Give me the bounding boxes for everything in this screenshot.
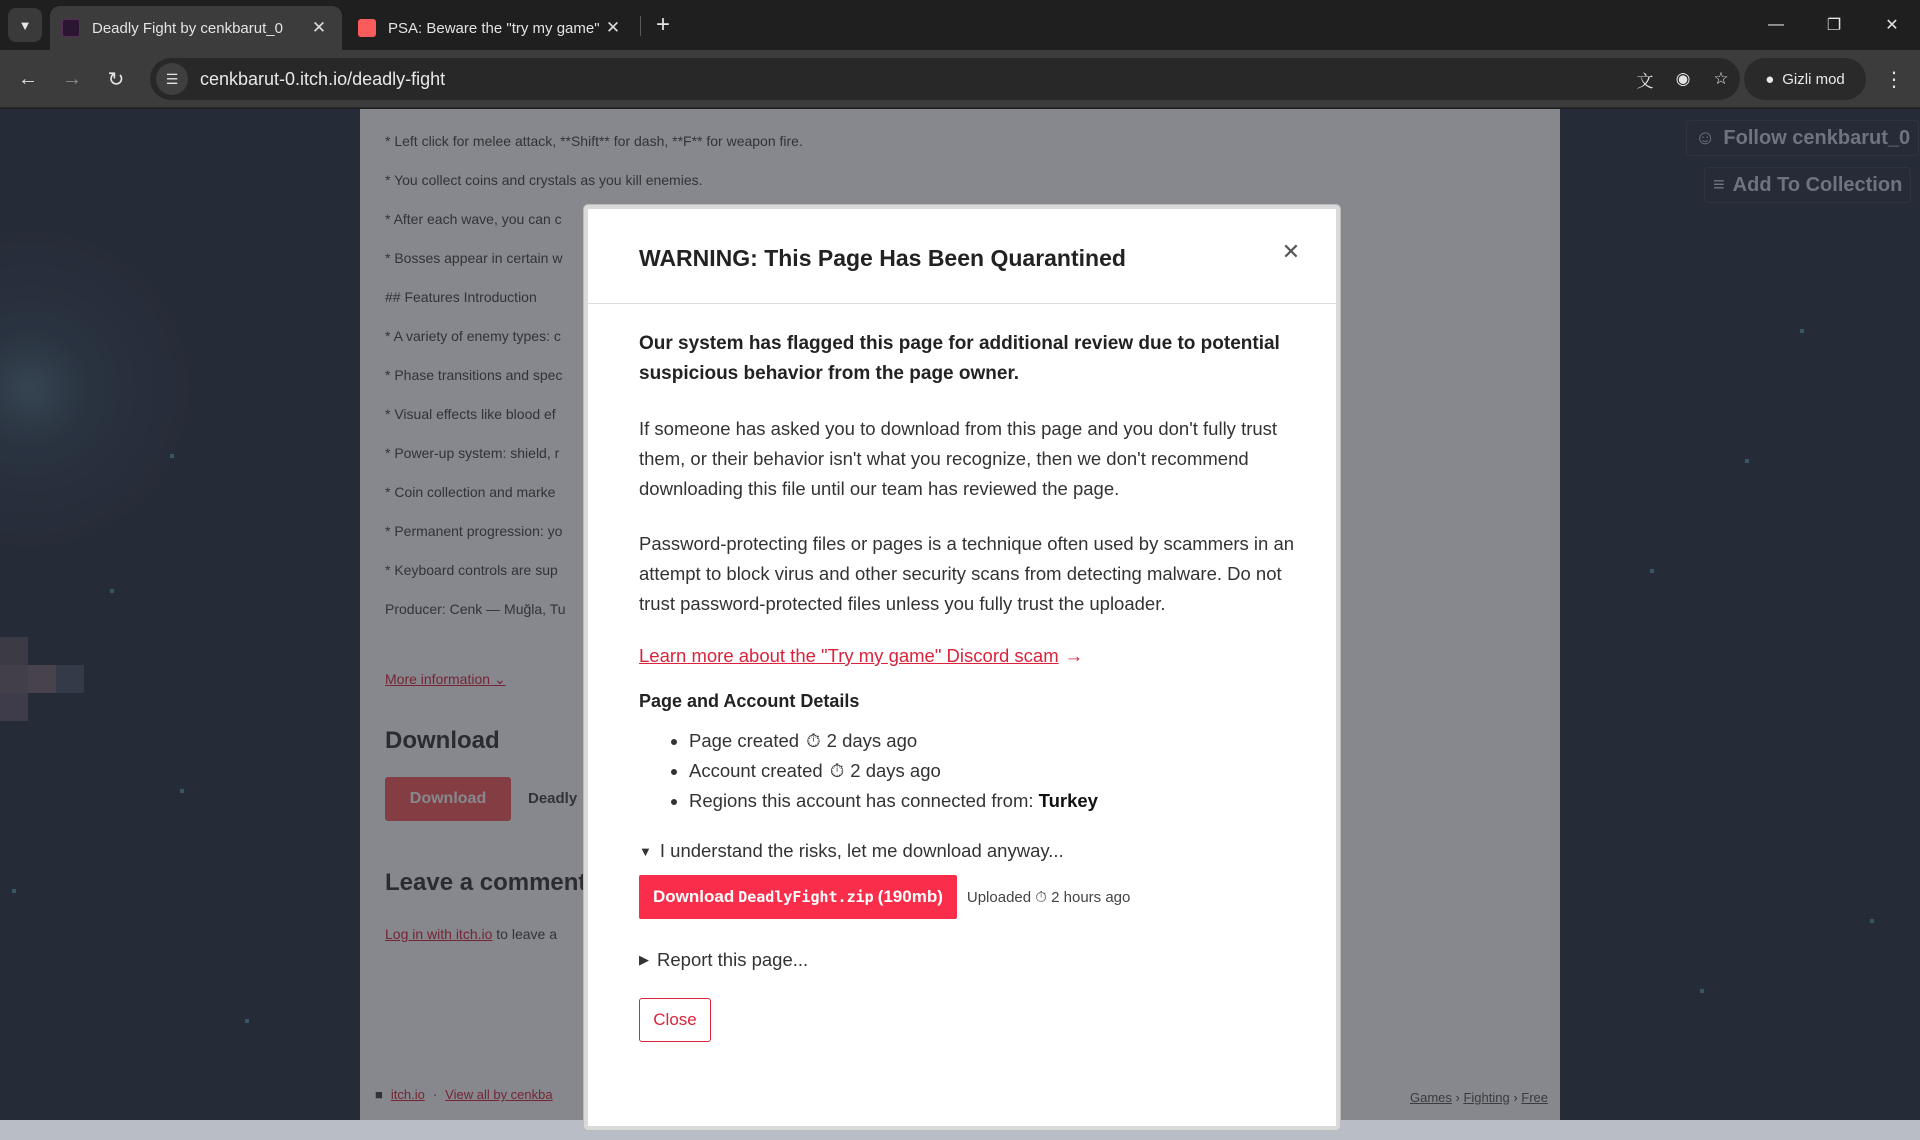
page-created-label: Page created xyxy=(689,730,800,751)
tab-strip xyxy=(0,0,1920,50)
warning-lead: Our system has flagged this page for additional review due to potential suspicious behavior from the page owner. xyxy=(639,333,1280,384)
bookmark-star-icon[interactable]: ☆ xyxy=(1713,69,1729,88)
itchio-favicon-icon xyxy=(358,19,376,37)
download-size: (190mb) xyxy=(877,887,943,906)
page-created-value: 2 days ago xyxy=(826,730,918,751)
regions-value: Turkey xyxy=(1038,790,1098,811)
tab-close-icon[interactable]: ✕ xyxy=(605,18,621,37)
stopwatch-icon: ⏱ xyxy=(806,730,821,751)
dialog-close-icon[interactable]: ✕ xyxy=(1281,239,1301,264)
list-item xyxy=(689,726,1299,756)
stopwatch-icon: ⏱ xyxy=(829,760,845,781)
minimize-icon[interactable]: — xyxy=(1768,16,1784,33)
download-row xyxy=(639,875,1299,919)
tab-separator xyxy=(640,16,641,36)
site-info-tune-icon[interactable]: ☰ xyxy=(156,63,188,95)
dialog-body xyxy=(639,329,1299,1042)
details-list xyxy=(689,726,1299,816)
scam-link-label: Learn more about the "Try my game" Discord scam xyxy=(639,645,1059,666)
back-arrow-icon[interactable]: ← xyxy=(18,67,38,90)
tab-title: Deadly Fight by cenkbarut_0 xyxy=(92,19,283,37)
scam-info-link[interactable] xyxy=(639,645,1299,667)
incognito-label: Gizli mod xyxy=(1782,70,1845,88)
tab-close-icon[interactable]: ✕ xyxy=(311,18,327,37)
uploaded-label: Uploaded xyxy=(966,888,1032,906)
triangle-right-icon: ▶ xyxy=(639,952,649,967)
risk-disclosure-toggle[interactable] xyxy=(639,840,1299,862)
eye-off-icon[interactable]: ◉ xyxy=(1675,69,1691,88)
tab-search-chevron-down-icon[interactable]: ▼ xyxy=(8,8,42,42)
quarantine-dialog xyxy=(584,205,1340,1130)
arrow-right-icon: → xyxy=(1064,645,1084,666)
new-tab-plus-icon[interactable]: + xyxy=(655,11,670,38)
triangle-down-icon: ▼ xyxy=(639,843,652,859)
tab-title: PSA: Beware the "try my game" xyxy=(388,19,600,37)
dialog-header xyxy=(588,209,1336,304)
risk-toggle-label: I understand the risks, let me download anyway... xyxy=(659,840,1064,861)
address-bar[interactable] xyxy=(150,58,1740,100)
url-text[interactable]: cenkbarut-0.itch.io/deadly-fight xyxy=(200,68,446,89)
list-item xyxy=(689,756,1299,786)
incognito-icon: ● xyxy=(1765,70,1775,88)
list-item xyxy=(689,786,1299,816)
game-favicon-icon xyxy=(62,19,80,37)
stopwatch-icon: ⏱ xyxy=(1035,888,1047,906)
window-close-icon[interactable]: ✕ xyxy=(1885,17,1899,34)
restore-icon[interactable]: ❐ xyxy=(1826,17,1842,34)
download-prefix: Download xyxy=(653,887,735,906)
account-created-value: 2 days ago xyxy=(850,760,941,781)
reload-icon[interactable]: ↻ xyxy=(107,68,125,91)
password-paragraph: Password-protecting files or pages is a technique often used by scammers in an attempt to block virus and other security scans from detecting malware. Do not trust password-protected files unless you fully trust the uploader. xyxy=(639,533,1295,614)
download-filename: DeadlyFight.zip xyxy=(738,888,874,906)
uploaded-value: 2 hours ago xyxy=(1051,888,1131,906)
regions-label: Regions this account has connected from: xyxy=(689,790,1034,811)
details-heading: Page and Account Details xyxy=(639,691,860,711)
tab-deadly-fight[interactable] xyxy=(50,6,342,50)
translate-icon[interactable]: 文 xyxy=(1636,71,1654,91)
tab-psa-article[interactable] xyxy=(346,6,636,50)
forward-arrow-icon[interactable]: → xyxy=(62,67,82,90)
warning-paragraph: If someone has asked you to download from this page and you don't fully trust them, or their behavior isn't what you recognize, then we don't recommend downloading this file until our team has reviewed the page. xyxy=(639,418,1278,499)
dialog-title: WARNING: This Page Has Been Quarantined xyxy=(639,245,1126,271)
upload-info xyxy=(967,889,1131,906)
report-disclosure-toggle[interactable] xyxy=(639,949,1299,971)
account-created-label: Account created xyxy=(689,760,823,781)
close-button[interactable]: Close xyxy=(639,998,711,1042)
download-anyway-button[interactable] xyxy=(639,875,957,919)
browser-menu-kebab-icon[interactable]: ⋮ xyxy=(1884,68,1904,91)
incognito-indicator[interactable] xyxy=(1744,58,1866,100)
report-toggle-label: Report this page... xyxy=(657,949,809,970)
browser-toolbar xyxy=(0,50,1920,108)
